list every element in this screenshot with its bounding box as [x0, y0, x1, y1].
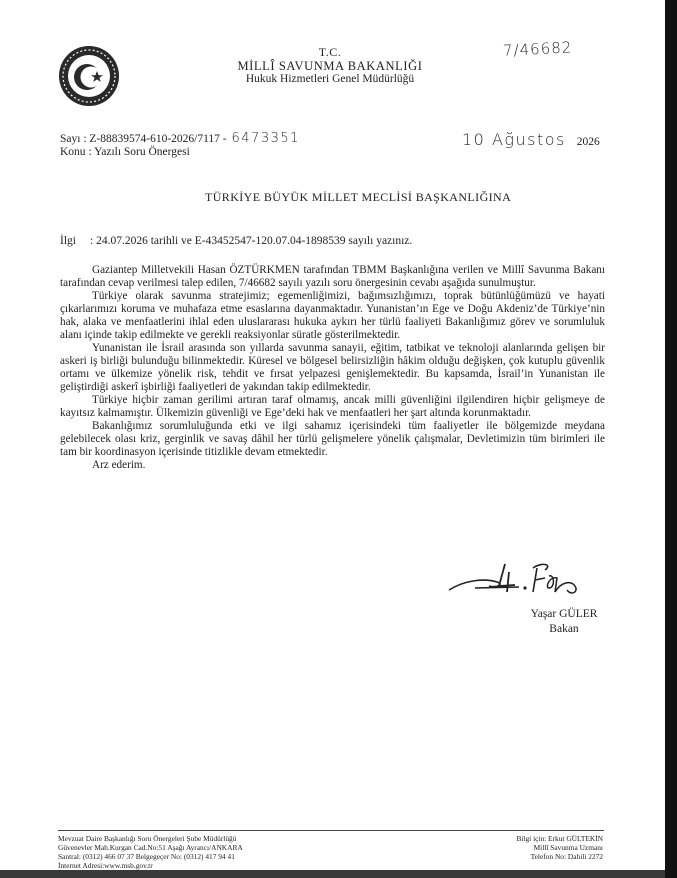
letterhead-country: T.C. [318, 45, 342, 59]
reference-sayi [60, 132, 300, 146]
letterhead-ministry: MİLLÎ SAVUNMA BAKANLIĞI [237, 58, 423, 73]
footer-line: Bilgi için: Erkut GÜLTEKİN [516, 834, 603, 843]
date-handwritten: 10 Ağustos [462, 130, 566, 149]
reference-konu [60, 146, 190, 158]
scan-edge-right [665, 0, 677, 878]
sayi-handwritten-number: 6473351 [231, 131, 300, 146]
footer-info [470, 834, 603, 861]
body-paragraph: Türkiye olarak savunma stratejimiz; egemenliğimizi, bağımsızlığımızı, toprak bütünlüğümüzü ve hayati çıkarlarımızı koruma ve muhafaza etme esaslarına dayanmaktadır. Yunanistan’ın Ege ve Doğu Akdeniz’de Türkiye’nin hak, alaka ve menfaatlerini ihlal eden uluslararası hukuka aykırı her türlü faaliyeti Bakanlığımız görev ve sorumluluk alanı içinde takip edilmekte ve gerekli reaksiyonlar süratle gösterilmektedir. [60, 290, 605, 341]
body-paragraph: Türkiye hiçbir zaman gerilimi artıran taraf olmamış, ancak milli güvenliğini ilgilendiren hiçbir gelişmeye de kayıtsız kalmamıştır. Ülkemizin güvenliği ve Ege’deki hak ve menfaatleri her şart altında korunmaktadır. [60, 394, 605, 419]
body-paragraph: Bakanlığımız sorumluluğunda etki ve ilgi sahamız içerisindeki tüm faaliyetler ile bölgemizde meydana gelebilecek olası kriz, gerginlik ve savaş dâhil her türlü gelişmelere yönelik çalışmalar, Devletimizin tüm birimleri ile tam bir koordinasyon içerisinde titizlikle devam etmektedir. [60, 420, 605, 458]
letterhead-directorate: Hukuk Hizmetleri Genel Müdürlüğü [245, 73, 415, 85]
konu-label: Konu [60, 146, 86, 158]
letterhead [200, 46, 460, 87]
document-date [462, 130, 600, 149]
sayi-value: : Z-88839574-610-2026/7117 - [83, 133, 227, 145]
footer-contact [58, 834, 243, 870]
handwritten-document-number: 7/46682 [502, 38, 573, 60]
footer-line: Telefon No: Dahili 2272 [530, 852, 603, 861]
ilgi-label: İlgi [60, 235, 76, 247]
sayi-label: Sayı [60, 133, 81, 145]
body-paragraph: Gaziantep Milletvekili Hasan ÖZTÜRKMEN tarafından TBMM Başkanlığına verilen ve Millî Savunma Bakanı tarafından cevap verilmesi talep edilen, 7/46682 sayılı yazılı soru önergesinin cevabı aşağıda sunulmuştur. [60, 264, 605, 289]
ministry-seal-crescent-star-icon [57, 44, 121, 108]
body-paragraph: Yunanistan ile İsrail arasında son yıllarda savunma sanayii, eğitim, tatbikat ve teknoloji alanlarında gelişen bir askeri iş birliği bulunduğu bilinmektedir. Küresel ve bölgesel belirsizliğin hâkim olduğu değişken, çok kutuplu güvenlik ortamı ve ülkemize yönelik risk, tehdit ve fırsat yelpazesi genişlemektedir. Bu kapsamda, İsrail’in Yunanistan ile geliştirdiği askerî işbirliği faaliyetleri de yakından takip edilmektedir. [60, 342, 605, 393]
footer-line: Santral: (0312) 466 07 37 Belgegeçer No: (0312) 417 94 41 [58, 852, 235, 861]
addressee: TÜRKİYE BÜYÜK MİLLET MECLİSİ BAŞKANLIĞINA [205, 190, 512, 204]
closing-line: Arz ederim. [92, 459, 146, 471]
signatory-name: Yaşar GÜLER [530, 608, 598, 620]
footer-line: İnternet Adresi:www.msb.gov.tr [58, 861, 153, 870]
footer-line: Mevzuat Daire Başkanlığı Soru Önergeleri Şube Müdürlüğü [58, 834, 237, 843]
date-year: 2026 [576, 136, 600, 148]
ilgi-value: : 24.07.2026 tarihli ve E-43452547-120.07.04-1898539 sayılı yazınız. [90, 235, 413, 247]
footer-line: Güvenevler Mah.Kurgan Cad.No:51 Aşağı Ayrancı/ANKARA [58, 843, 243, 852]
footer-line: Millî Savunma Uzmanı [533, 843, 603, 852]
konu-value: : Yazılı Soru Önergesi [88, 146, 190, 158]
signatory-title: Bakan [549, 623, 579, 635]
footer-divider [58, 830, 604, 831]
ilgi-line [60, 235, 412, 247]
letter-body [60, 264, 605, 472]
scan-edge-bottom [0, 870, 665, 878]
handwritten-signature-icon [445, 558, 585, 604]
signatory [519, 607, 609, 637]
